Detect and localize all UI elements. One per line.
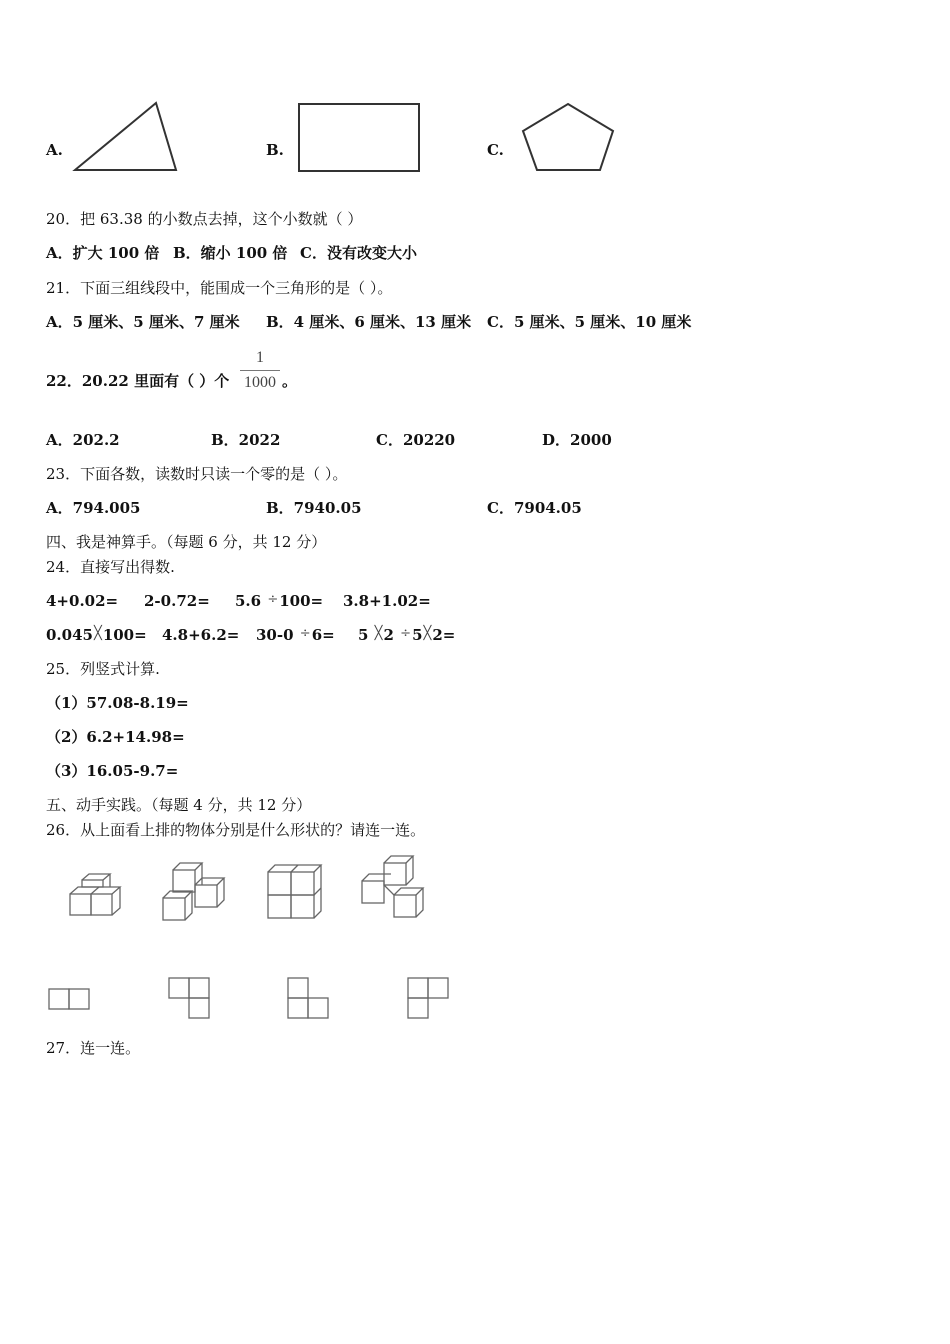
q23-stem: 23．下面各数，读数时只读一个零的是（ ）。 [46,465,348,483]
q23-option-a: A．794.005 [46,499,141,517]
q22-stem: 22．20.22 里面有（ ）个 [46,372,230,390]
multiply-symbol: ╳ [93,626,102,641]
q21-option-c: C．5 厘米、5 厘米、10 厘米 [487,313,692,331]
q24-expr-4: 3.8+1.02= [343,592,431,610]
q24-expr-1: 4+0.02= [46,592,119,610]
q23-option-c: C．7904.05 [487,499,582,517]
q24-expr-8: 5 ╳2 ÷5╳2= [358,626,456,644]
q20-option-b: B．缩小 100 倍 [173,244,288,262]
q25-item-3: （3）16.05-9.7= [46,762,179,780]
rectangle-figure [295,101,425,175]
top-view-4-figure [405,974,453,1022]
fraction-numerator: 1 [240,349,280,371]
q21-stem: 21．下面三组线段中，能围成一个三角形的是（ ）。 [46,279,393,297]
q24-expr-3: 5.6 ÷100= [235,592,324,610]
pentagon-figure [518,99,618,175]
multiply-symbol: ╳ [374,626,383,641]
cube-stack-1-figure [66,873,126,919]
q22-option-b: B．2022 [211,431,281,449]
cube-stack-2-figure [159,858,227,924]
multiply-symbol: ╳ [423,626,432,641]
q23-option-b: B．7940.05 [266,499,362,517]
q20-stem: 20．把 63.38 的小数点去掉，这个小数就（ ） [46,210,363,228]
q22-fraction [240,349,280,392]
q20-option-c: C．没有改变大小 [300,244,417,262]
q25-item-2: （2）6.2+14.98= [46,728,185,746]
q26-stem: 26．从上面看上排的物体分别是什么形状的？请连一连。 [46,821,426,839]
section-4-title: 四、我是神算手。（每题 6 分，共 12 分） [46,533,327,551]
q21-option-a: A．5 厘米、5 厘米、7 厘米 [46,313,240,331]
q22-option-c: C．20220 [376,431,456,449]
q19-option-b-label: B. [266,141,284,159]
fraction-denominator: 1000 [244,374,276,391]
q19-option-c-label: C. [487,141,504,159]
q24-expr-5: 0.045╳100= [46,626,147,644]
q25-stem: 25．列竖式计算. [46,660,160,678]
q19-option-a-label: A. [46,141,63,159]
divide-symbol: ÷ [267,592,279,607]
q22-stem-end: 。 [282,372,298,390]
top-view-2-figure [166,974,212,1022]
q25-item-1: （1）57.08-8.19= [46,694,189,712]
section-5-title: 五、动手实践。（每题 4 分，共 12 分） [46,796,312,814]
q24-stem: 24．直接写出得数. [46,558,175,576]
q20-option-a: A．扩大 100 倍 [46,244,160,262]
cube-stack-4-figure [356,853,426,921]
q22-option-a: A．202.2 [46,431,120,449]
top-view-1-figure [46,985,94,1013]
q22-option-d: D．2000 [542,431,612,449]
top-view-3-figure [285,974,333,1022]
q21-option-b: B．4 厘米、6 厘米、13 厘米 [266,313,472,331]
q24-expr-2: 2-0.72= [144,592,210,610]
q24-expr-6: 4.8+6.2= [162,626,240,644]
q24-expr-7: 30-0 ÷6= [256,626,335,644]
q27-stem: 27．连一连。 [46,1039,141,1057]
divide-symbol: ÷ [400,626,412,641]
triangle-figure [70,98,182,176]
divide-symbol: ÷ [299,626,311,641]
cube-stack-3-figure [264,860,324,922]
